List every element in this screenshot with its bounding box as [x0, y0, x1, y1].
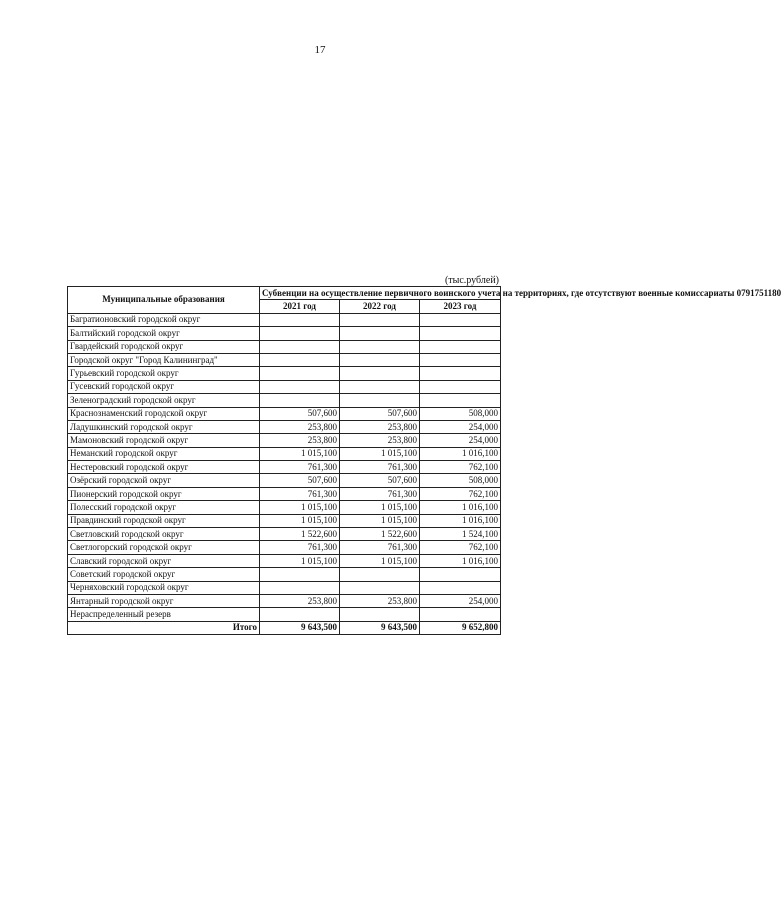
value-2022-cell: 253,800: [340, 434, 420, 447]
municipality-cell: Гвардейский городской округ: [68, 340, 260, 353]
municipality-cell: Неманский городской округ: [68, 447, 260, 460]
municipality-cell: Гусевский городской округ: [68, 380, 260, 393]
value-2021-cell: 761,300: [260, 487, 340, 500]
value-2022-cell: 761,300: [340, 461, 420, 474]
value-2023-cell: [420, 394, 501, 407]
value-2022-cell: [340, 581, 420, 594]
value-2022-cell: [340, 327, 420, 340]
value-2021-cell: 1 015,100: [260, 554, 340, 567]
table-row: [68, 327, 501, 340]
municipality-cell: Янтарный городской округ: [68, 594, 260, 607]
municipality-cell: Багратионовский городской округ: [68, 313, 260, 326]
value-2023-cell: 254,000: [420, 594, 501, 607]
value-2021-cell: [260, 353, 340, 366]
value-2021-cell: [260, 394, 340, 407]
table-row: [68, 367, 501, 380]
header-year-2022: 2022 год: [340, 300, 420, 313]
value-2021-cell: 253,800: [260, 420, 340, 433]
units-label: (тыс.рублей): [444, 275, 499, 286]
municipality-cell: Балтийский городской округ: [68, 327, 260, 340]
table-row: [68, 554, 501, 567]
table-row: [68, 353, 501, 366]
header-year-2023: 2023 год: [420, 300, 501, 313]
value-2022-cell: 1 015,100: [340, 447, 420, 460]
municipality-cell: Черняховский городской округ: [68, 581, 260, 594]
municipality-cell: Советский городской округ: [68, 568, 260, 581]
value-2022-cell: 1 522,600: [340, 528, 420, 541]
municipality-cell: Полесский городской округ: [68, 501, 260, 514]
value-2023-cell: 1 016,100: [420, 501, 501, 514]
table-row: [68, 568, 501, 581]
table-row: [68, 528, 501, 541]
value-2022-cell: 507,600: [340, 474, 420, 487]
value-2022-cell: [340, 568, 420, 581]
value-2021-cell: [260, 367, 340, 380]
value-2021-cell: 253,800: [260, 434, 340, 447]
municipality-cell: Городской округ "Город Калининград": [68, 353, 260, 366]
table-row: [68, 394, 501, 407]
value-2023-cell: [420, 313, 501, 326]
value-2022-cell: [340, 380, 420, 393]
value-2021-cell: 507,600: [260, 407, 340, 420]
value-2021-cell: 253,800: [260, 594, 340, 607]
value-2023-cell: 508,000: [420, 474, 501, 487]
value-2022-cell: 1 015,100: [340, 554, 420, 567]
value-2021-cell: [260, 313, 340, 326]
value-2023-cell: 1 016,100: [420, 554, 501, 567]
value-2023-cell: [420, 568, 501, 581]
value-2023-cell: [420, 380, 501, 393]
header-subsidy: Субвенции на осуществление первичного воинского учета на территориях, где отсутствуют военные комиссариаты 0791751180: [260, 287, 501, 300]
municipality-cell: Светловский городской округ: [68, 528, 260, 541]
page-number: 17: [314, 44, 326, 56]
municipality-cell: Озёрский городской округ: [68, 474, 260, 487]
total-2021: 9 643,500: [260, 621, 340, 634]
municipality-cell: Краснознаменский городской округ: [68, 407, 260, 420]
total-label: Итого: [68, 621, 260, 634]
total-row: [68, 621, 501, 634]
table-row: [68, 461, 501, 474]
municipality-cell: Правдинский городской округ: [68, 514, 260, 527]
value-2022-cell: [340, 313, 420, 326]
value-2023-cell: 508,000: [420, 407, 501, 420]
value-2023-cell: [420, 327, 501, 340]
header-year-2021: 2021 год: [260, 300, 340, 313]
municipality-cell: Светлогорский городской округ: [68, 541, 260, 554]
value-2023-cell: [420, 367, 501, 380]
value-2021-cell: [260, 581, 340, 594]
value-2022-cell: [340, 367, 420, 380]
table-row: [68, 581, 501, 594]
table-row: [68, 380, 501, 393]
subsidy-table: [67, 286, 781, 635]
value-2021-cell: 761,300: [260, 541, 340, 554]
value-2023-cell: [420, 353, 501, 366]
value-2023-cell: [420, 608, 501, 621]
value-2023-cell: 1 016,100: [420, 514, 501, 527]
value-2021-cell: 1 015,100: [260, 447, 340, 460]
municipality-cell: Зеленоградский городской округ: [68, 394, 260, 407]
table-body: [68, 313, 501, 634]
header-municipality: Муниципальные образования: [68, 287, 260, 314]
table-row: [68, 541, 501, 554]
table-row: [68, 474, 501, 487]
value-2023-cell: 254,000: [420, 420, 501, 433]
value-2021-cell: [260, 608, 340, 621]
municipality-cell: Мамоновский городской округ: [68, 434, 260, 447]
municipality-cell: Славский городской округ: [68, 554, 260, 567]
table-row: [68, 514, 501, 527]
value-2022-cell: 507,600: [340, 407, 420, 420]
value-2023-cell: [420, 581, 501, 594]
value-2023-cell: 1 016,100: [420, 447, 501, 460]
value-2021-cell: 761,300: [260, 461, 340, 474]
value-2022-cell: [340, 340, 420, 353]
value-2022-cell: 761,300: [340, 541, 420, 554]
value-2023-cell: [420, 340, 501, 353]
table-row: [68, 487, 501, 500]
municipality-cell: Нестеровский городской округ: [68, 461, 260, 474]
municipality-cell: Нераспределенный резерв: [68, 608, 260, 621]
value-2023-cell: 762,100: [420, 461, 501, 474]
table-row: [68, 340, 501, 353]
value-2022-cell: [340, 608, 420, 621]
value-2022-cell: [340, 394, 420, 407]
value-2021-cell: 1 015,100: [260, 501, 340, 514]
municipality-cell: Пионерский городской округ: [68, 487, 260, 500]
value-2023-cell: 254,000: [420, 434, 501, 447]
municipality-cell: Ладушкинский городской округ: [68, 420, 260, 433]
value-2022-cell: [340, 353, 420, 366]
value-2023-cell: 1 524,100: [420, 528, 501, 541]
table-row: [68, 434, 501, 447]
value-2021-cell: 507,600: [260, 474, 340, 487]
table-row: [68, 608, 501, 621]
value-2022-cell: 253,800: [340, 420, 420, 433]
municipality-cell: Гурьевский городской округ: [68, 367, 260, 380]
table-row: [68, 313, 501, 326]
table-row: [68, 447, 501, 460]
value-2021-cell: 1 522,600: [260, 528, 340, 541]
table-row: [68, 594, 501, 607]
value-2021-cell: [260, 327, 340, 340]
table-row: [68, 501, 501, 514]
value-2021-cell: [260, 380, 340, 393]
value-2021-cell: [260, 568, 340, 581]
value-2022-cell: 1 015,100: [340, 514, 420, 527]
value-2023-cell: 762,100: [420, 541, 501, 554]
total-2023: 9 652,800: [420, 621, 501, 634]
value-2022-cell: 253,800: [340, 594, 420, 607]
value-2022-cell: 761,300: [340, 487, 420, 500]
table-row: [68, 420, 501, 433]
table-row: [68, 407, 501, 420]
total-2022: 9 643,500: [340, 621, 420, 634]
value-2021-cell: 1 015,100: [260, 514, 340, 527]
value-2021-cell: [260, 340, 340, 353]
value-2022-cell: 1 015,100: [340, 501, 420, 514]
value-2023-cell: 762,100: [420, 487, 501, 500]
